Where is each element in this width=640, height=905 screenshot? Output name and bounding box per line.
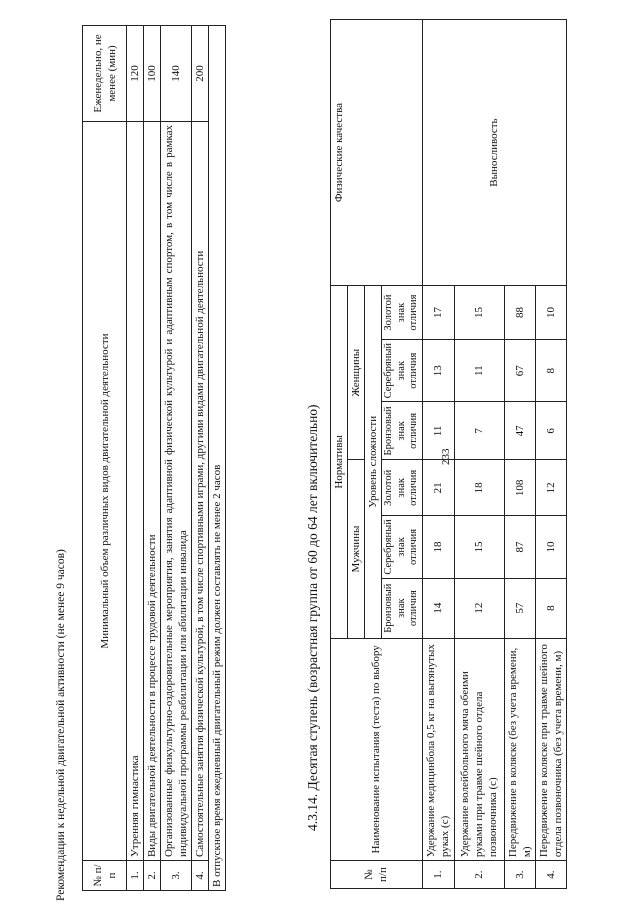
level-silver-women: Серебряный знак отличия bbox=[382, 339, 423, 401]
activity-text: Самостоятельные занятия физической культурой, в том числе спортивными играми, другими видами двигательной деятельности bbox=[192, 121, 209, 860]
norm-value: 11 bbox=[422, 402, 454, 460]
norm-value: 14 bbox=[422, 578, 454, 638]
norm-value: 13 bbox=[422, 339, 454, 401]
table-row bbox=[422, 20, 454, 889]
norm-value: 10 bbox=[535, 286, 566, 340]
minutes-value: 100 bbox=[144, 26, 161, 122]
table2-header-name: Наименование испытания (теста) по выбору bbox=[331, 638, 423, 861]
norm-value: 15 bbox=[454, 286, 504, 340]
norm-value: 12 bbox=[535, 460, 566, 516]
table1-header-row bbox=[83, 26, 127, 891]
table-row bbox=[161, 26, 192, 891]
table1-header-minutes: Еженедельно, не менее (мин) bbox=[83, 26, 127, 122]
row-number: 4. bbox=[192, 861, 209, 891]
minutes-value: 200 bbox=[192, 26, 209, 122]
norm-value: 18 bbox=[454, 460, 504, 516]
level-silver-men: Серебряный знак отличия bbox=[382, 516, 423, 578]
activity-text: Организованные физкультурно-оздоровительные мероприятия, занятия адаптивной физической культурой и адаптивным спортом, в том числе в рамках индивидуальной программы реабилитации или абилитации инвалида bbox=[161, 121, 192, 860]
quality-value: Выносливость bbox=[422, 20, 566, 286]
table2-header-level: Уровень сложности bbox=[365, 286, 382, 639]
weekly-activity-table bbox=[82, 25, 226, 891]
table1-header-activity: Минимальный объем различных видов двигательной деятельности bbox=[83, 121, 127, 860]
norm-value: 10 bbox=[535, 516, 566, 578]
norm-value: 8 bbox=[535, 578, 566, 638]
table-row bbox=[192, 26, 209, 891]
level-bronze-men: Бронзовый знак отличия bbox=[382, 578, 423, 638]
row-number: 3. bbox=[504, 861, 535, 889]
level-gold-women: Золотой знак отличия bbox=[382, 286, 423, 340]
table1-footer-row bbox=[209, 26, 226, 891]
test-name: Передвижение в коляске (без учета времени, м) bbox=[504, 638, 535, 861]
norm-value: 18 bbox=[422, 516, 454, 578]
activity-text: Виды двигательной деятельности в процессе трудовой деятельности bbox=[144, 121, 161, 860]
recommendations-heading: Рекомендации к недельной двигательной активности (не менее 9 часов) bbox=[55, 549, 67, 901]
section-heading: 4.3.14. Десятая ступень (возрастная группа от 60 до 64 лет включительно) bbox=[305, 404, 320, 831]
norm-value: 7 bbox=[454, 402, 504, 460]
norm-value: 87 bbox=[504, 516, 535, 578]
table1-header-number: № п/п bbox=[83, 861, 127, 891]
row-number: 2. bbox=[144, 861, 161, 891]
table-row bbox=[127, 26, 144, 891]
table2-header-women: Женщины bbox=[348, 286, 365, 460]
row-number: 1. bbox=[127, 861, 144, 891]
table2-header-row bbox=[331, 20, 348, 889]
table2-header-number: № п/п bbox=[331, 861, 423, 889]
norm-value: 88 bbox=[504, 286, 535, 340]
norm-value: 15 bbox=[454, 516, 504, 578]
table-row bbox=[144, 26, 161, 891]
minutes-value: 120 bbox=[127, 26, 144, 122]
norm-value: 11 bbox=[454, 339, 504, 401]
test-name: Удержание медицинбола 0,5 кг на вытянутых руках (с) bbox=[422, 638, 454, 861]
table2-header-quality: Физические качества bbox=[331, 20, 423, 286]
row-number: 1. bbox=[422, 861, 454, 889]
table2-header-men: Мужчины bbox=[348, 460, 365, 638]
row-number: 4. bbox=[535, 861, 566, 889]
norm-value: 8 bbox=[535, 339, 566, 401]
activity-text: Утренняя гимнастика bbox=[127, 121, 144, 860]
norm-value: 67 bbox=[504, 339, 535, 401]
norm-value: 21 bbox=[422, 460, 454, 516]
norm-value: 6 bbox=[535, 402, 566, 460]
test-name: Передвижение в коляске при травме шейного отдела позвоночника (без учета времени, м) bbox=[535, 638, 566, 861]
norm-value: 47 bbox=[504, 402, 535, 460]
test-name: Удержание волейбольного мяча обеими руками при травме шейного отдела позвоночника (с) bbox=[454, 638, 504, 861]
norm-value: 12 bbox=[454, 578, 504, 638]
minutes-value: 140 bbox=[161, 26, 192, 122]
norms-table bbox=[330, 19, 567, 889]
level-gold-men: Золотой знак отличия bbox=[382, 460, 423, 516]
row-number: 2. bbox=[454, 861, 504, 889]
norm-value: 108 bbox=[504, 460, 535, 516]
level-bronze-women: Бронзовый знак отличия bbox=[382, 402, 423, 460]
row-number: 3. bbox=[161, 861, 192, 891]
page-number: 233 bbox=[440, 448, 452, 465]
norm-value: 17 bbox=[422, 286, 454, 340]
table1-footer: В отпускное время ежедневный двигательный режим должен составлять не менее 2 часов bbox=[209, 26, 226, 891]
table2-header-norms: Нормативы bbox=[331, 286, 348, 639]
norm-value: 57 bbox=[504, 578, 535, 638]
